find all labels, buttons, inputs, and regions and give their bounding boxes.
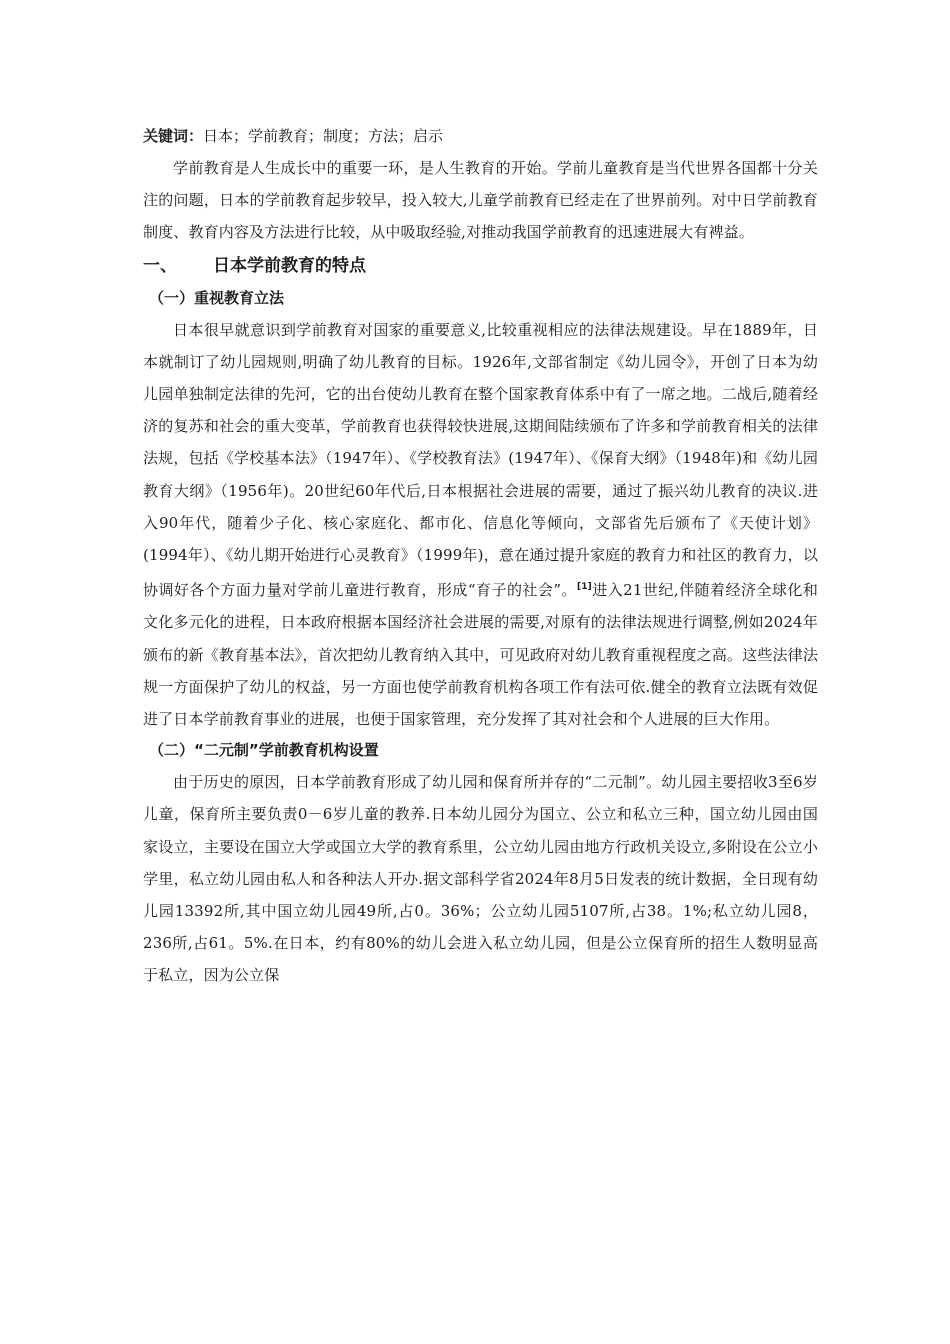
subsection-heading-1: （一）重视教育立法 (149, 288, 285, 307)
legislation-text-a: 日本很早就意识到学前教育对国家的重要意义,比较重视相应的法律法规建设。早在1889年，日本就制订了幼儿园规则,明确了幼儿教育的目标。1926年,文部省制定《幼儿园令》，开创了日本为幼儿园单独制定法律的先河，它的出台使幼儿教育在整个国家教育体系中有了一席之地。二战后,随着经济的复苏和社会的重大变革，学前教育也获得较快进展,这期间陆续颁布了许多和学前教育相关的法律法规，包括《学校基本法》（1947年）、《学校教育法》(1947年）、《保育大纲》（1948年)和《幼儿园教育大纲》（1956年)。20世纪60年代后,日本根据社会进展的需要，通过了振兴幼儿教育的决议.进入90年代，随着少子化、核心家庭化、都市化、信息化等倾向，文部省先后颁布了《天使计划》(1994年）、《幼儿期开始进行心灵教育》（1999年)，意在通过提升家庭的教育力和社区的教育力，以协调好各个方面力量对学前儿童进行教育，形成“育子的社会”。 (143, 320, 818, 600)
legislation-text-b: 进入21世纪,伴随着经济全球化和文化多元化的进程，日本政府根据本国经济社会进展的需要,对原有的法律法规进行调整,例如2024年颁布的新《教育基本法》，首次把幼儿教育纳入其中，可见政府对幼儿教育重视程度之高。这些法律法规一方面保护了幼儿的权益，另一方面也使学前教育机构各项工作有法可依.健全的教育立法既有效促进了日本学前教育事业的进展，也便于国家管理，充分发挥了其对社会和个人进展的巨大作用。 (143, 581, 818, 729)
section-number: 一、 (143, 255, 177, 276)
citation-ref: [1] (576, 582, 592, 593)
subsection-heading-2: （二）“二元制”学前教育机构设置 (149, 741, 379, 760)
keywords-line (143, 120, 818, 152)
section-title: 日本学前教育的特点 (213, 255, 366, 276)
section-heading-1 (143, 249, 818, 283)
institution-paragraph: 由于历史的原因，日本学前教育形成了幼儿园和保育所并存的“二元制”。幼儿园主要招收3至6岁儿童，保育所主要负责0－6岁儿童的教养.日本幼儿园分为国立、公立和私立三种，国立幼儿园由国家设立，主要设在国立大学或国立大学的教育系里，公立幼儿园由地方行政机关设立,多附设在公立小学里，私立幼儿园由私人和各种法人开办.据文部科学省2024年8月5日发表的统计数据，全日现有幼儿园13392所,其中国立幼儿园49所,占0。36%；公立幼儿园5107所,占38。1%;私立幼儿园8，236所,占61。5%.在日本，约有80%的幼儿会进入私立幼儿园，但是公立保育所的招生人数明显高于私立，因为公立保 (143, 773, 818, 985)
keywords-label: 关键词： (143, 127, 204, 145)
intro-paragraph: 学前教育是人生成长中的重要一环，是人生教育的开始。学前儿童教育是当代世界各国都十分关注的问题，日本的学前教育起步较早，投入较大,儿童学前教育已经走在了世界前列。对中日学前教育制度、教育内容及方法进行比较，从中吸取经验,对推动我国学前教育的迅速进展大有裨益。 (143, 159, 818, 242)
legislation-paragraph (143, 314, 818, 736)
keywords-value: 日本；学前教育；制度；方法；启示 (203, 127, 444, 145)
